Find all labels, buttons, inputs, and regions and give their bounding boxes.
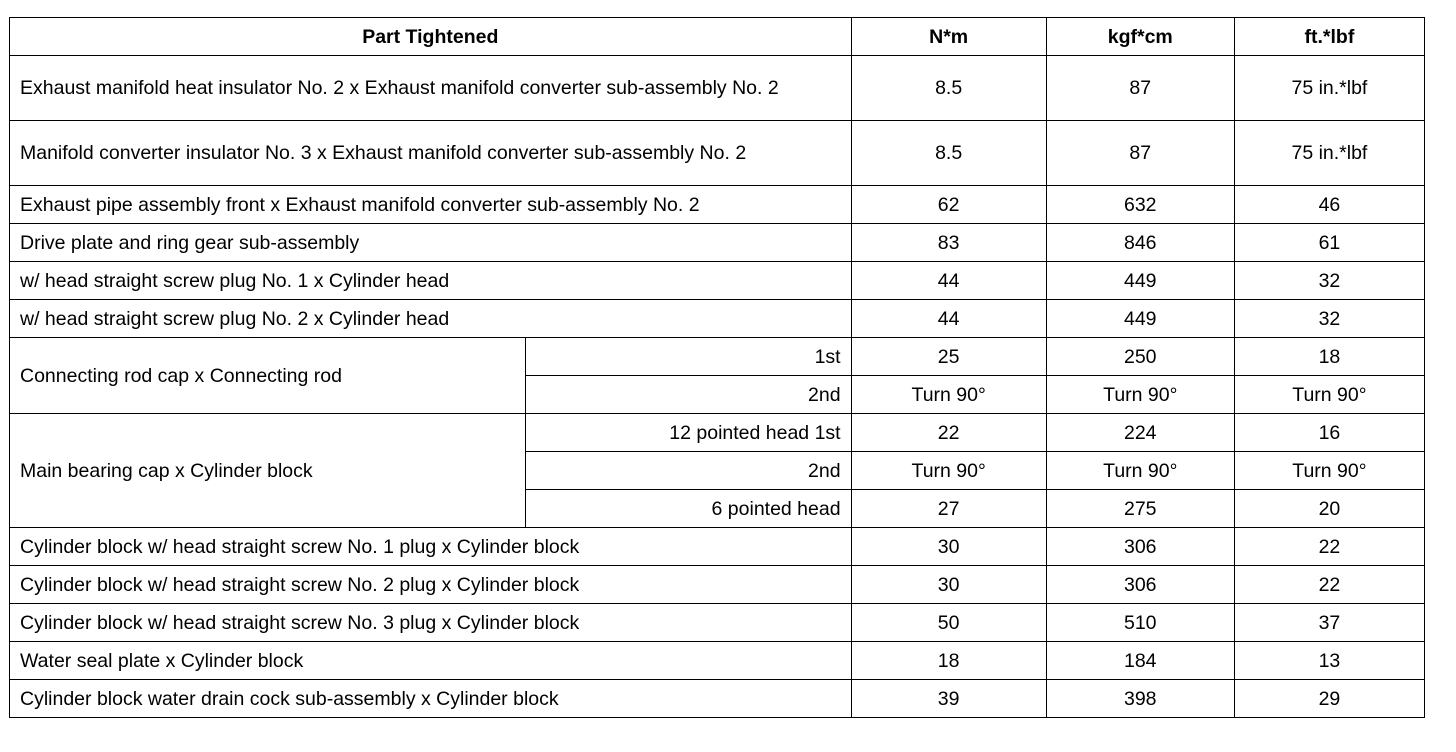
ft-cell: 75 in.*lbf [1234, 121, 1424, 186]
ft-cell: 22 [1234, 528, 1424, 566]
step-cell: 2nd [526, 452, 851, 490]
table-row [10, 121, 1425, 186]
kgf-cell: 224 [1046, 414, 1234, 452]
table-row [10, 680, 1425, 718]
header-nm: N*m [851, 18, 1046, 56]
nm-cell: Turn 90° [851, 376, 1046, 414]
kgf-cell: 398 [1046, 680, 1234, 718]
step-cell: 2nd [526, 376, 851, 414]
ft-cell: 13 [1234, 642, 1424, 680]
part-cell: Drive plate and ring gear sub-assembly [10, 224, 852, 262]
part-cell: Exhaust manifold heat insulator No. 2 x Exhaust manifold converter sub-assembly No. 2 [10, 56, 852, 121]
ft-cell: 20 [1234, 490, 1424, 528]
kgf-cell: 184 [1046, 642, 1234, 680]
part-cell: Water seal plate x Cylinder block [10, 642, 852, 680]
nm-cell: 8.5 [851, 121, 1046, 186]
nm-cell: 30 [851, 528, 1046, 566]
kgf-cell: Turn 90° [1046, 376, 1234, 414]
nm-cell: 39 [851, 680, 1046, 718]
part-cell: Cylinder block w/ head straight screw No. 1 plug x Cylinder block [10, 528, 852, 566]
kgf-cell: 306 [1046, 528, 1234, 566]
table-row [10, 604, 1425, 642]
part-cell: Cylinder block w/ head straight screw No. 2 plug x Cylinder block [10, 566, 852, 604]
ft-cell: 75 in.*lbf [1234, 56, 1424, 121]
kgf-cell: 250 [1046, 338, 1234, 376]
ft-cell: 61 [1234, 224, 1424, 262]
part-cell: Main bearing cap x Cylinder block [10, 414, 526, 528]
torque-spec-table [9, 17, 1425, 718]
step-cell: 1st [526, 338, 851, 376]
header-ft-lbf: ft.*lbf [1234, 18, 1424, 56]
nm-cell: 30 [851, 566, 1046, 604]
kgf-cell: 510 [1046, 604, 1234, 642]
table-row [10, 262, 1425, 300]
kgf-cell: 306 [1046, 566, 1234, 604]
table-row [10, 56, 1425, 121]
nm-cell: 18 [851, 642, 1046, 680]
ft-cell: 22 [1234, 566, 1424, 604]
kgf-cell: 449 [1046, 262, 1234, 300]
kgf-cell: Turn 90° [1046, 452, 1234, 490]
nm-cell: 44 [851, 262, 1046, 300]
table-row [10, 414, 1425, 452]
nm-cell: 25 [851, 338, 1046, 376]
step-cell: 12 pointed head 1st [526, 414, 851, 452]
kgf-cell: 87 [1046, 56, 1234, 121]
kgf-cell: 449 [1046, 300, 1234, 338]
part-cell: Cylinder block water drain cock sub-assembly x Cylinder block [10, 680, 852, 718]
ft-cell: Turn 90° [1234, 452, 1424, 490]
nm-cell: Turn 90° [851, 452, 1046, 490]
part-cell: w/ head straight screw plug No. 2 x Cylinder head [10, 300, 852, 338]
table-row [10, 566, 1425, 604]
nm-cell: 22 [851, 414, 1046, 452]
part-cell: Manifold converter insulator No. 3 x Exhaust manifold converter sub-assembly No. 2 [10, 121, 852, 186]
nm-cell: 83 [851, 224, 1046, 262]
part-cell: w/ head straight screw plug No. 1 x Cylinder head [10, 262, 852, 300]
step-cell: 6 pointed head [526, 490, 851, 528]
kgf-cell: 632 [1046, 186, 1234, 224]
nm-cell: 27 [851, 490, 1046, 528]
header-kgf-cm: kgf*cm [1046, 18, 1234, 56]
header-part-tightened: Part Tightened [10, 18, 852, 56]
table-row [10, 186, 1425, 224]
kgf-cell: 846 [1046, 224, 1234, 262]
ft-cell: 32 [1234, 262, 1424, 300]
ft-cell: 16 [1234, 414, 1424, 452]
nm-cell: 44 [851, 300, 1046, 338]
kgf-cell: 87 [1046, 121, 1234, 186]
kgf-cell: 275 [1046, 490, 1234, 528]
part-cell: Connecting rod cap x Connecting rod [10, 338, 526, 414]
ft-cell: 46 [1234, 186, 1424, 224]
header-row [10, 18, 1425, 56]
ft-cell: 18 [1234, 338, 1424, 376]
ft-cell: 29 [1234, 680, 1424, 718]
nm-cell: 8.5 [851, 56, 1046, 121]
part-cell: Exhaust pipe assembly front x Exhaust manifold converter sub-assembly No. 2 [10, 186, 852, 224]
nm-cell: 50 [851, 604, 1046, 642]
table-row [10, 528, 1425, 566]
table-row [10, 224, 1425, 262]
nm-cell: 62 [851, 186, 1046, 224]
table-row [10, 300, 1425, 338]
table-row [10, 338, 1425, 376]
part-cell: Cylinder block w/ head straight screw No. 3 plug x Cylinder block [10, 604, 852, 642]
table-row [10, 642, 1425, 680]
ft-cell: 37 [1234, 604, 1424, 642]
ft-cell: 32 [1234, 300, 1424, 338]
ft-cell: Turn 90° [1234, 376, 1424, 414]
